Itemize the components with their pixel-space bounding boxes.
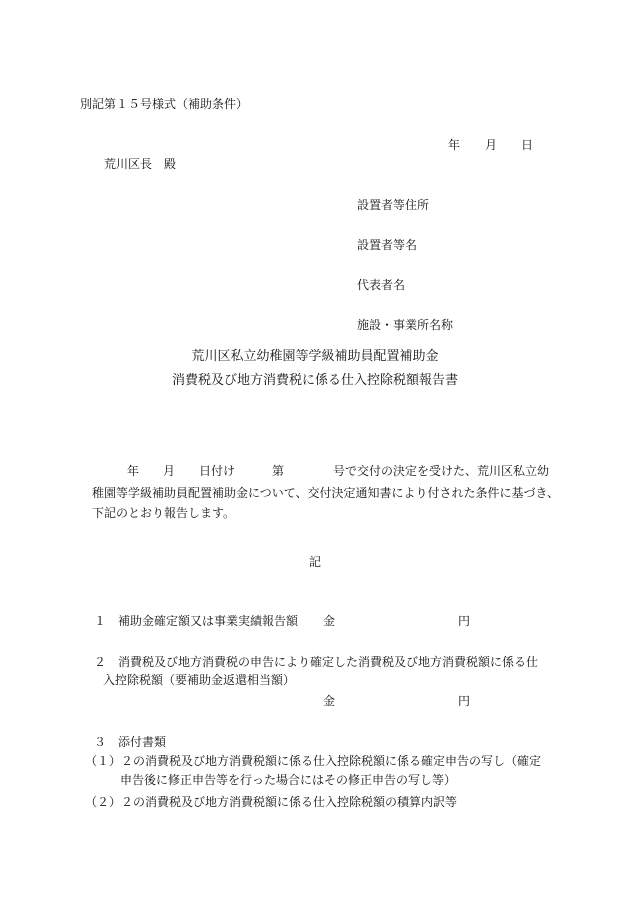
ki-heading: 記 [309,555,322,569]
form-identifier: 別記第１５号様式（補助条件） [80,97,249,111]
item-3-heading: ３ 添付書類 [94,735,167,749]
body-number-prefix: 第 [272,464,285,478]
item-3-sub-1-line-1: （１）２の消費税及び地方消費税額に係る仕入控除税額に係る確定申告の写し（確定 [85,754,542,768]
representative-label: 代表者名 [357,278,406,292]
addressee: 荒川区長 殿 [104,157,177,171]
item-3-sub-1-line-2: 申告後に修正申告等を行った場合にはその修正申告の写し等） [120,773,457,787]
item-2-line-2: 入控除税額（要補助金返還相当額） [103,673,296,687]
item-2-line-1: ２ 消費税及び地方消費税の申告により確定した消費税及び地方消費税額に係る仕 [94,655,539,669]
date-year-label: 年 [448,138,461,152]
item-2-yen-label: 円 [458,694,471,708]
body-date-suffix: 日付け [199,464,236,478]
body-year-label: 年 [127,464,140,478]
item-1-label: １ 補助金確定額又は事業実績報告額 [94,614,299,628]
item-2-kin-label: 金 [323,694,336,708]
body-line-2: 稚園等学級補助員配置補助金について、交付決定通知書により付された条件に基づき、 [92,486,560,500]
title-line-1: 荒川区私立幼稚園等学級補助員配置補助金 [191,349,439,364]
body-line-1-rest: 号で交付の決定を受けた、荒川区私立幼 [333,464,550,478]
facility-name-label: 施設・事業所名称 [357,318,454,332]
date-day-label: 日 [521,138,534,152]
item-3-sub-2: （２）２の消費税及び地方消費税額に係る仕入控除税額の積算内訳等 [85,795,458,809]
applicant-address-label: 設置者等住所 [357,198,430,212]
applicant-name-label: 設置者等名 [357,238,418,252]
date-month-label: 月 [485,138,498,152]
item-1-kin-label: 金 [323,614,336,628]
body-line-3: 下記のとおり報告します。 [92,506,236,520]
item-1-yen-label: 円 [458,614,471,628]
title-line-2: 消費税及び地方消費税に係る仕入控除税額報告書 [171,373,458,388]
body-month-label: 月 [163,464,176,478]
